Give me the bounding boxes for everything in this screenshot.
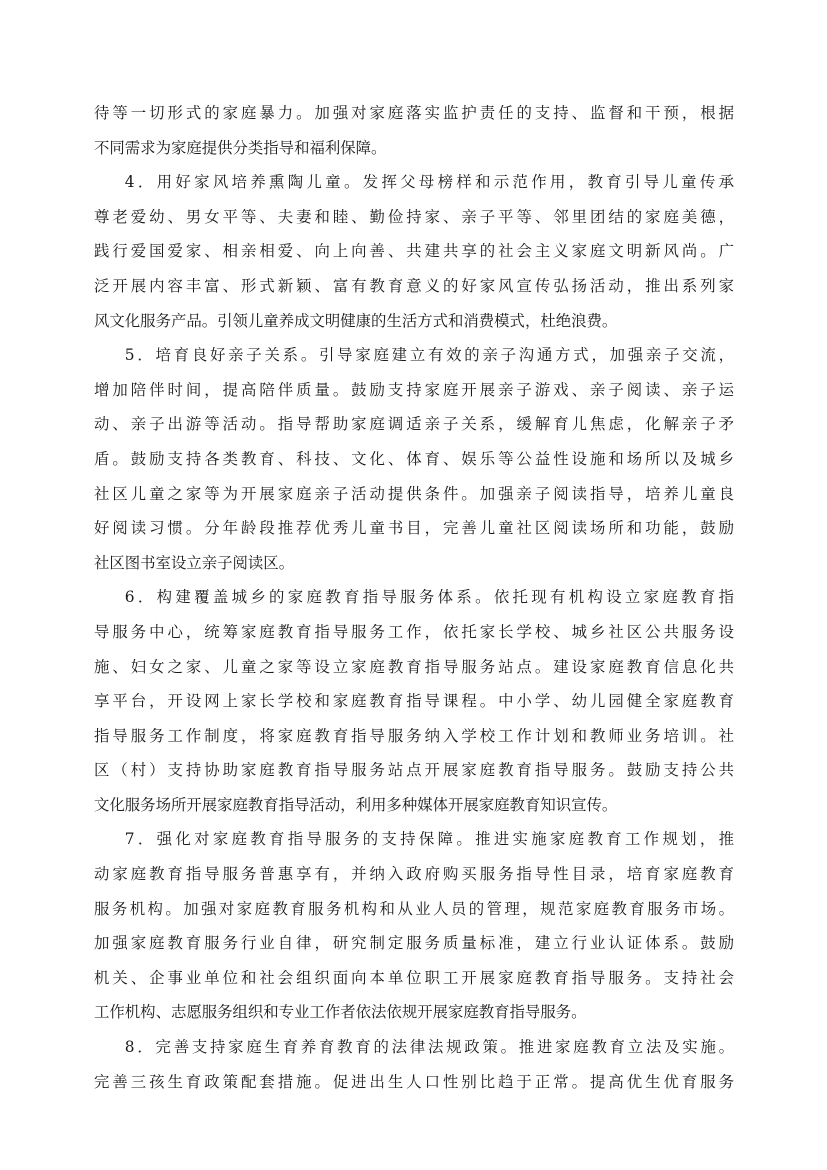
- paragraph-intro: [94, 96, 734, 165]
- text-line: 社区图书室设立亲子阅读区。: [94, 553, 295, 572]
- text-line: 好阅读习惯。分年龄段推荐优秀儿童书目，完善儿童社区阅读场所和功能，鼓励: [94, 519, 734, 538]
- text-line: 社区儿童之家等为开展家庭亲子活动提供条件。加强亲子阅读指导，培养儿童良: [94, 484, 734, 503]
- text-line: 机关、企事业单位和社会组织面向本单位职工开展家庭教育指导服务。支持社会: [94, 968, 734, 987]
- text-line: 盾。鼓励支持各类教育、科技、文化、体育、娱乐等公益性设施和场所以及城乡: [94, 449, 734, 468]
- document-page: [94, 96, 734, 1099]
- text-line: 区（村）支持协助家庭教育指导服务站点开展家庭教育指导服务。鼓励支持公共: [94, 761, 734, 780]
- text-line: 泛开展内容丰富、形式新颖、富有教育意义的好家风宣传弘扬活动，推出系列家: [94, 276, 734, 295]
- text-line: 6．构建覆盖城乡的家庭教育指导服务体系。依托现有机构设立家庭教育指: [124, 588, 734, 607]
- paragraph-item-7: [94, 822, 734, 1030]
- text-line: 工作机构、志愿服务组织和专业工作者依法依规开展家庭教育指导服务。: [94, 1003, 587, 1022]
- text-line: 尊老爱幼、男女平等、夫妻和睦、勤俭持家、亲子平等、邻里团结的家庭美德，: [94, 207, 734, 226]
- text-line: 文化服务场所开展家庭教育指导活动，利用多种媒体开展家庭教育知识宣传。: [94, 795, 618, 814]
- paragraph-item-5: [94, 338, 734, 580]
- paragraph-item-4: [94, 165, 734, 338]
- text-line: 不同需求为家庭提供分类指导和福利保障。: [94, 138, 387, 157]
- text-line: 5．培育良好亲子关系。引导家庭建立有效的亲子沟通方式，加强亲子交流，: [124, 346, 734, 365]
- text-line: 增加陪伴时间，提高陪伴质量。鼓励支持家庭开展亲子游戏、亲子阅读、亲子运: [94, 380, 734, 399]
- text-line: 待等一切形式的家庭暴力。加强对家庭落实监护责任的支持、监督和干预，根据: [94, 104, 734, 122]
- text-line: 加强家庭教育服务行业自律，研究制定服务质量标准，建立行业认证体系。鼓励: [94, 934, 734, 953]
- paragraph-item-8: [94, 1030, 734, 1099]
- text-line: 8．完善支持家庭生育养育教育的法律法规政策。推进家庭教育立法及实施。: [124, 1038, 734, 1057]
- text-line: 践行爱国爱家、相亲相爱、向上向善、共建共享的社会主义家庭文明新风尚。广: [94, 242, 734, 261]
- text-line: 动、亲子出游等活动。指导帮助家庭调适亲子关系，缓解育儿焦虑，化解亲子矛: [94, 415, 734, 434]
- text-line: 指导服务工作制度，将家庭教育指导服务纳入学校工作计划和教师业务培训。社: [94, 726, 734, 745]
- text-line: 完善三孩生育政策配套措施。促进出生人口性别比趋于正常。提高优生优育服务: [94, 1072, 734, 1091]
- text-line: 享平台，开设网上家长学校和家庭教育指导课程。中小学、幼儿园健全家庭教育: [94, 692, 734, 711]
- text-line: 导服务中心，统筹家庭教育指导服务工作，依托家长学校、城乡社区公共服务设: [94, 622, 734, 641]
- text-line: 风文化服务产品。引领儿童养成文明健康的生活方式和消费模式，杜绝浪费。: [94, 311, 618, 330]
- text-line: 7．强化对家庭教育指导服务的支持保障。推进实施家庭教育工作规划，推: [124, 830, 734, 849]
- text-line: 动家庭教育指导服务普惠享有，并纳入政府购买服务指导性目录，培育家庭教育: [94, 865, 734, 884]
- text-line: 服务机构。加强对家庭教育服务机构和从业人员的管理，规范家庭教育服务市场。: [94, 899, 734, 918]
- text-line: 施、妇女之家、儿童之家等设立家庭教育指导服务站点。建设家庭教育信息化共: [94, 657, 734, 676]
- text-line: 4．用好家风培养熏陶儿童。发挥父母榜样和示范作用，教育引导儿童传承: [124, 173, 734, 192]
- paragraph-item-6: [94, 580, 734, 822]
